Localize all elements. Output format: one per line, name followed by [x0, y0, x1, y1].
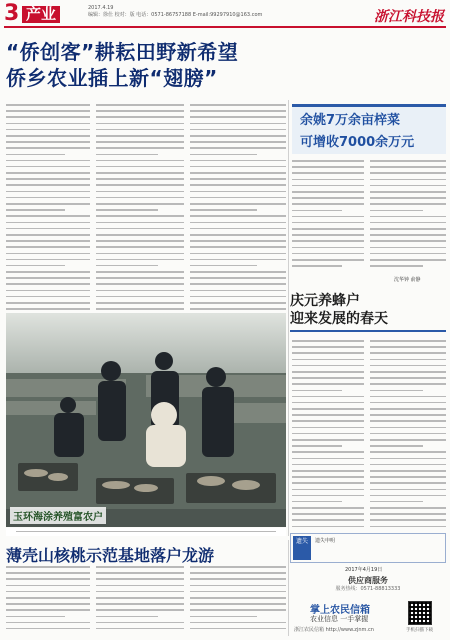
text-line — [292, 160, 364, 162]
right-article-2-title-2: 迎来发展的春天 — [290, 311, 388, 327]
section-label: 产业 — [22, 6, 60, 23]
right-article-title-1: 余姚7万余亩梓菜 — [300, 113, 401, 128]
text-line — [292, 519, 364, 521]
text-line — [370, 259, 446, 261]
text-line — [96, 271, 184, 273]
text-line — [190, 572, 286, 574]
text-line — [96, 302, 184, 304]
text-line — [370, 482, 446, 484]
text-line — [190, 123, 286, 125]
text-line — [96, 628, 184, 630]
text-line — [190, 160, 286, 162]
text-line — [292, 203, 364, 205]
text-line — [292, 210, 342, 212]
text-line — [190, 222, 286, 224]
text-line — [190, 129, 286, 131]
text-line — [96, 566, 184, 568]
text-line — [292, 179, 364, 181]
text-line — [370, 166, 446, 168]
text-line — [6, 296, 90, 298]
text-line — [96, 129, 184, 131]
photo-illustration — [6, 313, 286, 527]
text-line — [292, 359, 364, 361]
text-line — [370, 234, 446, 236]
text-line — [96, 616, 158, 618]
text-line — [190, 259, 286, 261]
title-rule — [290, 330, 446, 332]
text-line — [370, 519, 446, 521]
text-line — [292, 495, 364, 497]
text-line — [370, 439, 446, 441]
text-line — [6, 308, 90, 310]
text-line — [370, 359, 446, 361]
text-line — [292, 390, 342, 392]
text-line — [370, 346, 446, 348]
text-line — [6, 616, 65, 618]
text-line — [96, 197, 184, 199]
right-article-2-col-b — [370, 340, 446, 532]
text-line — [6, 141, 90, 143]
text-line — [6, 597, 90, 599]
text-line — [190, 203, 286, 205]
text-line — [96, 259, 184, 261]
text-line — [292, 501, 342, 503]
text-line — [6, 129, 90, 131]
page-header — [4, 2, 446, 28]
text-line — [190, 234, 286, 236]
text-line — [370, 365, 446, 367]
text-line — [96, 609, 184, 611]
notice-box — [290, 533, 446, 563]
text-line — [370, 247, 446, 249]
app-ad — [290, 599, 446, 637]
qr-caption: 手机扫描下载 — [406, 628, 433, 633]
news-photo — [6, 313, 286, 527]
text-line — [6, 184, 90, 186]
text-line — [96, 178, 184, 180]
text-line — [6, 197, 90, 199]
text-line — [96, 228, 184, 230]
notice-text: 遗失申明 — [315, 538, 336, 544]
text-line — [96, 308, 184, 310]
text-line — [190, 591, 286, 593]
text-line — [96, 166, 184, 168]
text-line — [292, 185, 364, 187]
text-line — [292, 414, 364, 416]
text-line — [96, 123, 184, 125]
text-line — [370, 476, 446, 478]
text-line — [370, 253, 446, 255]
text-line — [190, 135, 286, 137]
text-line — [190, 628, 286, 630]
column-divider — [288, 100, 289, 536]
notice-date: 2017年4月19日 — [345, 567, 383, 573]
text-line — [96, 160, 184, 162]
text-line — [190, 141, 286, 143]
text-line — [96, 572, 184, 574]
text-line — [292, 377, 364, 379]
text-line — [6, 234, 90, 236]
text-line — [6, 265, 65, 267]
text-line — [370, 203, 446, 205]
text-line — [370, 513, 446, 515]
text-line — [370, 352, 446, 354]
text-line — [96, 578, 184, 580]
app-subtitle: 农业信息 一手掌握 — [310, 615, 369, 623]
text-line — [292, 402, 364, 404]
text-line — [96, 265, 158, 267]
text-line — [292, 216, 364, 218]
text-line — [190, 215, 286, 217]
text-line — [96, 172, 184, 174]
main-kicker: “侨创客”耕耘田野新希望 — [6, 40, 239, 64]
text-line — [292, 234, 364, 236]
text-line — [96, 147, 184, 149]
text-line — [96, 110, 184, 112]
text-line — [96, 290, 184, 292]
header-meta — [88, 5, 262, 19]
text-line — [292, 228, 364, 230]
text-line — [6, 215, 90, 217]
text-line — [190, 277, 286, 279]
text-line — [96, 215, 184, 217]
text-line — [292, 396, 364, 398]
main-headline: 侨乡农业插上新“翅膀” — [6, 66, 218, 90]
text-line — [370, 495, 446, 497]
text-line — [292, 489, 364, 491]
text-line — [370, 222, 446, 224]
text-line — [6, 222, 90, 224]
text-line — [292, 445, 342, 447]
text-line — [190, 154, 257, 156]
text-line — [292, 526, 364, 528]
text-line — [6, 240, 90, 242]
text-line — [6, 104, 90, 106]
text-line — [292, 346, 364, 348]
text-line — [6, 628, 90, 630]
text-line — [96, 135, 184, 137]
text-line — [96, 597, 184, 599]
text-line — [370, 507, 446, 509]
right-article-title-2: 可增收7000余万元 — [300, 135, 415, 150]
app-title: 掌上农民信箱 — [310, 605, 370, 616]
notice-label: 遗失 — [293, 536, 311, 560]
text-line — [190, 302, 286, 304]
text-line — [96, 191, 184, 193]
text-line — [292, 470, 364, 472]
text-line — [292, 476, 364, 478]
text-line — [190, 104, 286, 106]
text-line — [6, 566, 90, 568]
text-line — [370, 501, 423, 503]
text-line — [190, 603, 286, 605]
text-line — [96, 154, 158, 156]
text-line — [190, 197, 286, 199]
text-line — [190, 290, 286, 292]
text-line — [6, 166, 90, 168]
text-line — [190, 116, 286, 118]
supply-ad — [290, 575, 446, 599]
text-line — [190, 609, 286, 611]
text-line — [292, 458, 364, 460]
text-line — [292, 383, 364, 385]
text-line — [190, 308, 286, 310]
text-line — [370, 197, 446, 199]
text-line — [6, 209, 65, 211]
right-article-2-col-a — [292, 340, 364, 532]
text-line — [292, 427, 364, 429]
right-article-2-title-1: 庆元养蜂户 — [290, 293, 360, 309]
text-line — [190, 166, 286, 168]
text-line — [370, 427, 446, 429]
text-line — [190, 147, 286, 149]
text-line — [96, 222, 184, 224]
text-line — [370, 408, 446, 410]
text-line — [190, 209, 257, 211]
text-line — [292, 371, 364, 373]
text-line — [370, 433, 446, 435]
text-line — [370, 210, 423, 212]
app-footer: 浙江农民信箱 http://www.zjnm.cn — [294, 627, 374, 633]
text-line — [190, 622, 286, 624]
text-line — [292, 513, 364, 515]
text-line — [370, 470, 446, 472]
text-line — [6, 135, 90, 137]
text-line — [370, 458, 446, 460]
text-line — [6, 277, 90, 279]
text-line — [6, 191, 90, 193]
text-line — [6, 609, 90, 611]
text-line — [370, 390, 423, 392]
text-line — [292, 166, 364, 168]
text-line — [292, 352, 364, 354]
text-line — [6, 246, 90, 248]
text-line — [370, 420, 446, 422]
text-line — [370, 445, 423, 447]
text-line — [96, 203, 184, 205]
text-line — [96, 184, 184, 186]
text-line — [6, 578, 90, 580]
text-line — [292, 433, 364, 435]
text-line — [96, 591, 184, 593]
text-line — [6, 591, 90, 593]
text-line — [6, 178, 90, 180]
article-column-1 — [6, 104, 90, 314]
text-line — [292, 191, 364, 193]
column-divider-bottom — [288, 540, 289, 636]
text-line — [6, 302, 90, 304]
right-article-byline: 沈华钟 俞静 — [394, 277, 421, 283]
text-line — [292, 222, 364, 224]
text-line — [6, 283, 90, 285]
text-line — [370, 216, 446, 218]
text-line — [370, 526, 446, 528]
text-line — [96, 585, 184, 587]
right-article-title-box — [292, 104, 446, 154]
text-line — [190, 172, 286, 174]
text-line — [292, 408, 364, 410]
photo-caption — [6, 528, 286, 536]
article-column-2 — [96, 104, 184, 314]
text-line — [190, 191, 286, 193]
text-line — [6, 603, 90, 605]
bottom-headline: 薄壳山核桃示范基地落户龙游 — [6, 546, 215, 565]
text-line — [96, 603, 184, 605]
text-line — [190, 110, 286, 112]
text-line — [6, 271, 90, 273]
text-line — [292, 482, 364, 484]
text-line — [292, 253, 364, 255]
text-line — [370, 185, 446, 187]
text-line — [6, 228, 90, 230]
right-article-1-col-a — [292, 160, 364, 271]
text-line — [190, 253, 286, 255]
text-line — [370, 172, 446, 174]
text-line — [292, 247, 364, 249]
issue-date: 2017.4.19 — [88, 5, 114, 11]
bottom-column-3 — [190, 566, 286, 634]
text-line — [96, 240, 184, 242]
bottom-column-2 — [96, 566, 184, 634]
text-line — [292, 365, 364, 367]
text-line — [96, 277, 184, 279]
photo-overlay-label: 玉环海涂养殖富农户 — [10, 507, 106, 524]
text-line — [370, 371, 446, 373]
text-line — [96, 246, 184, 248]
text-line — [370, 160, 446, 162]
text-line — [190, 585, 286, 587]
qr-code-icon — [408, 601, 432, 625]
text-line — [370, 402, 446, 404]
text-line — [6, 253, 90, 255]
text-line — [292, 507, 364, 509]
text-line — [190, 271, 286, 273]
text-line — [190, 246, 286, 248]
text-line — [370, 340, 446, 342]
text-line — [292, 259, 364, 261]
text-line — [6, 259, 90, 261]
text-line — [190, 184, 286, 186]
text-line — [292, 451, 364, 453]
text-line — [370, 240, 446, 242]
text-line — [6, 290, 90, 292]
text-line — [292, 420, 364, 422]
text-line — [190, 597, 286, 599]
text-line — [190, 228, 286, 230]
text-line — [96, 234, 184, 236]
text-line — [370, 265, 423, 267]
supply-title: 供应商服务 — [348, 576, 388, 585]
text-line — [96, 209, 158, 211]
text-line — [6, 110, 90, 112]
text-line — [6, 147, 90, 149]
text-line — [370, 383, 446, 385]
text-line — [6, 622, 90, 624]
editor-contact: 编辑：徐仕 校对：版 电话：0571-86757188 E-mail:99297910@163.com — [88, 12, 263, 18]
text-line — [292, 197, 364, 199]
text-line — [96, 253, 184, 255]
text-line — [292, 240, 364, 242]
text-line — [190, 296, 286, 298]
text-line — [96, 622, 184, 624]
text-line — [190, 240, 286, 242]
text-line — [370, 179, 446, 181]
supply-sub: 服务热线：0571-88813333 — [335, 586, 401, 592]
article-column-3 — [190, 104, 286, 314]
page-number: 3 — [4, 1, 20, 26]
text-line — [6, 572, 90, 574]
text-line — [292, 172, 364, 174]
text-line — [190, 616, 257, 618]
right-article-2-title — [290, 292, 446, 332]
text-line — [6, 203, 90, 205]
text-line — [6, 154, 65, 156]
text-line — [190, 566, 286, 568]
text-line — [6, 585, 90, 587]
text-line — [370, 414, 446, 416]
text-line — [190, 283, 286, 285]
text-line — [292, 439, 364, 441]
paper-name: 浙江科技报 — [374, 9, 444, 25]
text-line — [370, 464, 446, 466]
text-line — [6, 160, 90, 162]
text-line — [370, 191, 446, 193]
text-line — [370, 451, 446, 453]
text-line — [6, 123, 90, 125]
text-line — [190, 578, 286, 580]
text-line — [96, 283, 184, 285]
text-line — [292, 265, 342, 267]
bottom-column-1 — [6, 566, 90, 634]
text-line — [370, 396, 446, 398]
text-line — [292, 340, 364, 342]
text-line — [190, 265, 257, 267]
text-line — [370, 228, 446, 230]
text-line — [292, 464, 364, 466]
text-line — [96, 141, 184, 143]
text-line — [190, 178, 286, 180]
right-article-1-col-b — [370, 160, 446, 271]
text-line — [370, 377, 446, 379]
text-line — [370, 489, 446, 491]
text-line — [96, 116, 184, 118]
text-line — [6, 172, 90, 174]
text-line — [96, 296, 184, 298]
text-line — [6, 116, 90, 118]
text-line — [96, 104, 184, 106]
